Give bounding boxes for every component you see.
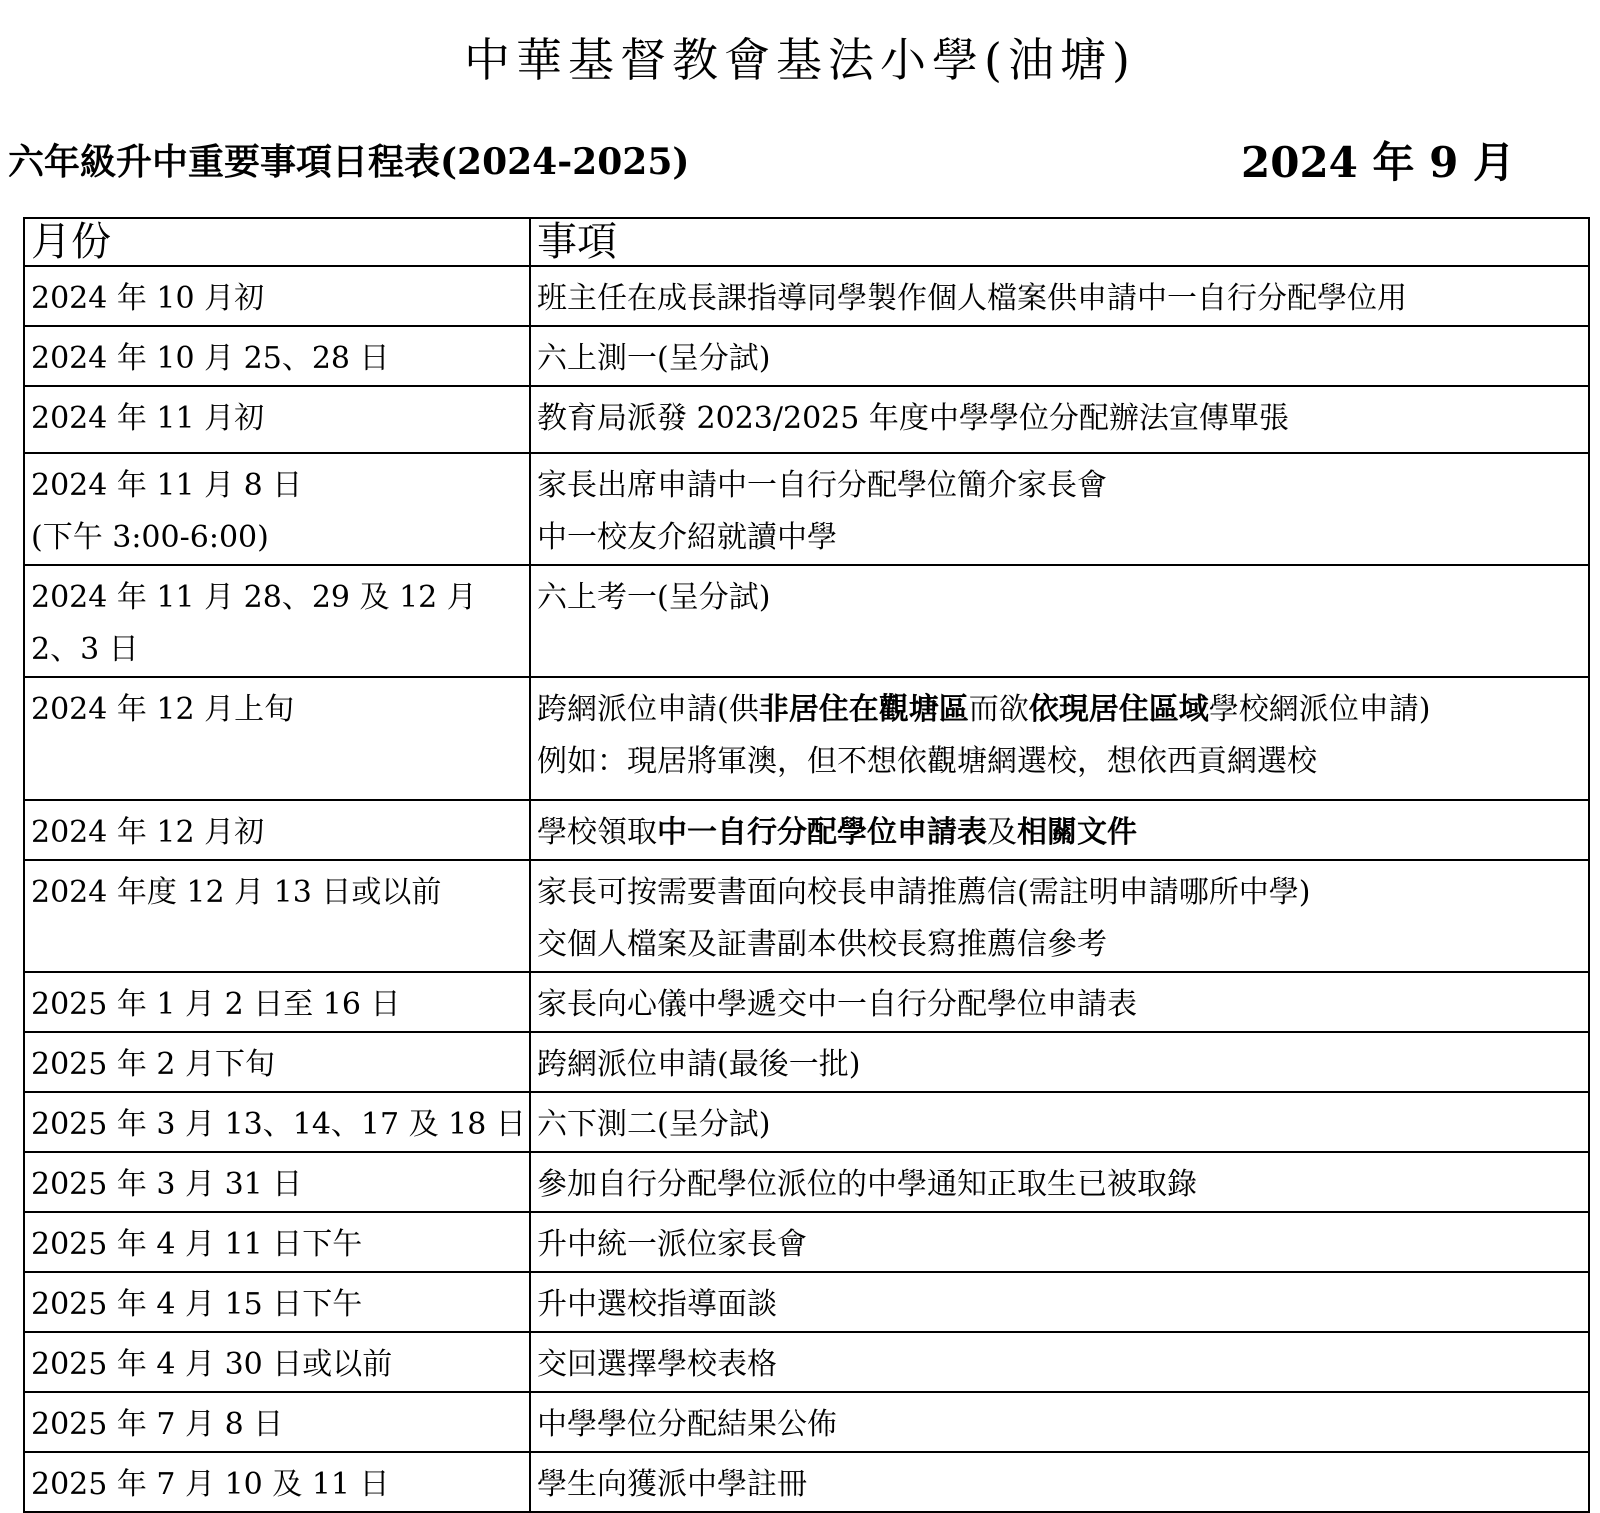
event-cell <box>530 1332 1589 1392</box>
month-cell <box>24 1332 530 1392</box>
school-name: 中華基督教會基法小學(油塘) <box>464 33 1136 87</box>
month-text: 2024 年 11 月初 <box>31 401 265 436</box>
event-text: 升中選校指導面談 <box>537 1287 777 1322</box>
month-cell <box>24 266 530 326</box>
month-cell <box>24 800 530 860</box>
month-text: 2024 年 12 月上旬 <box>31 692 295 727</box>
event-text: 家長向心儀中學遞交中一自行分配學位申請表 <box>537 987 1137 1022</box>
month-text: 2025 年 1 月 2 日至 16 日 <box>31 987 401 1022</box>
table-row <box>24 565 1589 677</box>
event-text: 六上測一(呈分試) <box>537 341 771 376</box>
event-text: 教育局派發 2023/2025 年度中學學位分配辦法宣傳單張 <box>537 401 1289 436</box>
event-cell <box>530 1032 1589 1092</box>
event-text <box>537 807 1582 859</box>
event-text: 交回選擇學校表格 <box>537 1347 777 1382</box>
month-cell <box>24 1212 530 1272</box>
table-header-row <box>24 218 1589 266</box>
event-cell <box>530 1152 1589 1212</box>
schedule-subtitle: 六年級升中重要事項日程表(2024-2025) <box>8 141 690 183</box>
month-cell <box>24 1092 530 1152</box>
event-cell <box>530 1212 1589 1272</box>
month-text: 2025 年 7 月 8 日 <box>31 1407 284 1442</box>
month-text: 2025 年 3 月 13、14、17 及 18 日 <box>31 1107 526 1142</box>
event-cell <box>530 453 1589 565</box>
event-text-part: 及 <box>987 815 1017 850</box>
table-row <box>24 1212 1589 1272</box>
month-text: 2025 年 4 月 30 日或以前 <box>31 1347 393 1382</box>
event-text <box>537 684 1582 736</box>
table-row <box>24 326 1589 386</box>
event-text-emphasis: 相關文件 <box>1017 815 1137 850</box>
month-text: 2024 年 10 月初 <box>31 281 265 316</box>
event-cell <box>530 266 1589 326</box>
event-cell <box>530 565 1589 677</box>
table-row <box>24 1152 1589 1212</box>
event-cell <box>530 1452 1589 1512</box>
column-header-month: 月份 <box>24 218 530 266</box>
month-cell <box>24 565 530 677</box>
event-cell <box>530 386 1589 453</box>
event-text: 中一校友介紹就讀中學 <box>537 520 837 555</box>
table-row <box>24 677 1589 800</box>
event-text: 六下測二(呈分試) <box>537 1107 771 1142</box>
event-cell <box>530 1092 1589 1152</box>
month-text: 2024 年 11 月 28、29 及 12 月 2、3 日 <box>31 580 477 667</box>
event-cell <box>530 1272 1589 1332</box>
event-cell <box>530 1392 1589 1452</box>
table-row <box>24 1092 1589 1152</box>
event-cell <box>530 972 1589 1032</box>
event-text-part: 學校網派位申請) <box>1208 692 1431 727</box>
month-cell <box>24 1272 530 1332</box>
month-cell <box>24 453 530 565</box>
month-cell <box>24 386 530 453</box>
table-row <box>24 1392 1589 1452</box>
table-row <box>24 1032 1589 1092</box>
event-cell <box>530 326 1589 386</box>
month-cell <box>24 326 530 386</box>
event-text-emphasis: 非居住在觀塘區 <box>758 692 969 727</box>
month-cell <box>24 972 530 1032</box>
month-text: (下午 3:00-6:00) <box>31 520 269 555</box>
table-row <box>24 386 1589 453</box>
event-text: 參加自行分配學位派位的中學通知正取生已被取錄 <box>537 1167 1197 1202</box>
month-text: 2024 年 12 月初 <box>31 815 265 850</box>
month-text: 2024 年 11 月 8 日 <box>31 468 303 503</box>
table-row <box>24 453 1589 565</box>
table-row <box>24 1272 1589 1332</box>
table-row <box>24 1452 1589 1512</box>
event-text: 例如：現居將軍澳，但不想依觀塘網選校，想依西貢網選校 <box>537 744 1317 779</box>
event-text: 升中統一派位家長會 <box>537 1227 807 1262</box>
table-row <box>24 972 1589 1032</box>
month-text: 2025 年 4 月 11 日下午 <box>31 1227 363 1262</box>
schedule-table <box>23 217 1590 1513</box>
month-cell <box>24 677 530 800</box>
event-text: 家長可按需要書面向校長申請推薦信(需註明申請哪所中學) <box>537 875 1311 910</box>
event-text-part: 學校領取 <box>537 815 657 850</box>
table-row <box>24 266 1589 326</box>
event-text: 家長出席申請中一自行分配學位簡介家長會 <box>537 468 1107 503</box>
month-cell <box>24 1032 530 1092</box>
event-text-emphasis: 中一自行分配學位申請表 <box>657 815 987 850</box>
month-text: 2024 年 10 月 25、28 日 <box>31 341 390 376</box>
event-text: 中學學位分配結果公佈 <box>537 1407 837 1442</box>
month-cell <box>24 1452 530 1512</box>
event-cell <box>530 860 1589 972</box>
table-row <box>24 1332 1589 1392</box>
month-cell <box>24 860 530 972</box>
event-cell <box>530 800 1589 860</box>
month-text: 2025 年 2 月下旬 <box>31 1047 276 1082</box>
event-text: 學生向獲派中學註冊 <box>537 1467 807 1502</box>
month-cell <box>24 1152 530 1212</box>
month-cell <box>24 1392 530 1452</box>
event-text-part: 跨網派位申請(供 <box>537 692 759 727</box>
month-text: 2024 年度 12 月 13 日或以前 <box>31 875 442 910</box>
event-cell <box>530 677 1589 800</box>
schedule-body <box>24 266 1589 1512</box>
table-row <box>24 860 1589 972</box>
event-text: 交個人檔案及証書副本供校長寫推薦信參考 <box>537 927 1107 962</box>
month-text: 2025 年 7 月 10 及 11 日 <box>31 1467 390 1502</box>
event-text: 班主任在成長課指導同學製作個人檔案供申請中一自行分配學位用 <box>537 281 1407 316</box>
event-text-emphasis: 依現居住區域 <box>1028 692 1209 727</box>
event-text: 六上考一(呈分試) <box>537 580 771 615</box>
month-text: 2025 年 4 月 15 日下午 <box>31 1287 363 1322</box>
document-date: 2024 年 9 月 <box>1241 138 1515 187</box>
month-text: 2025 年 3 月 31 日 <box>31 1167 303 1202</box>
column-header-event: 事項 <box>530 218 1589 266</box>
event-text: 跨網派位申請(最後一批) <box>537 1047 861 1082</box>
event-text-part: 而欲 <box>968 692 1029 727</box>
table-row <box>24 800 1589 860</box>
